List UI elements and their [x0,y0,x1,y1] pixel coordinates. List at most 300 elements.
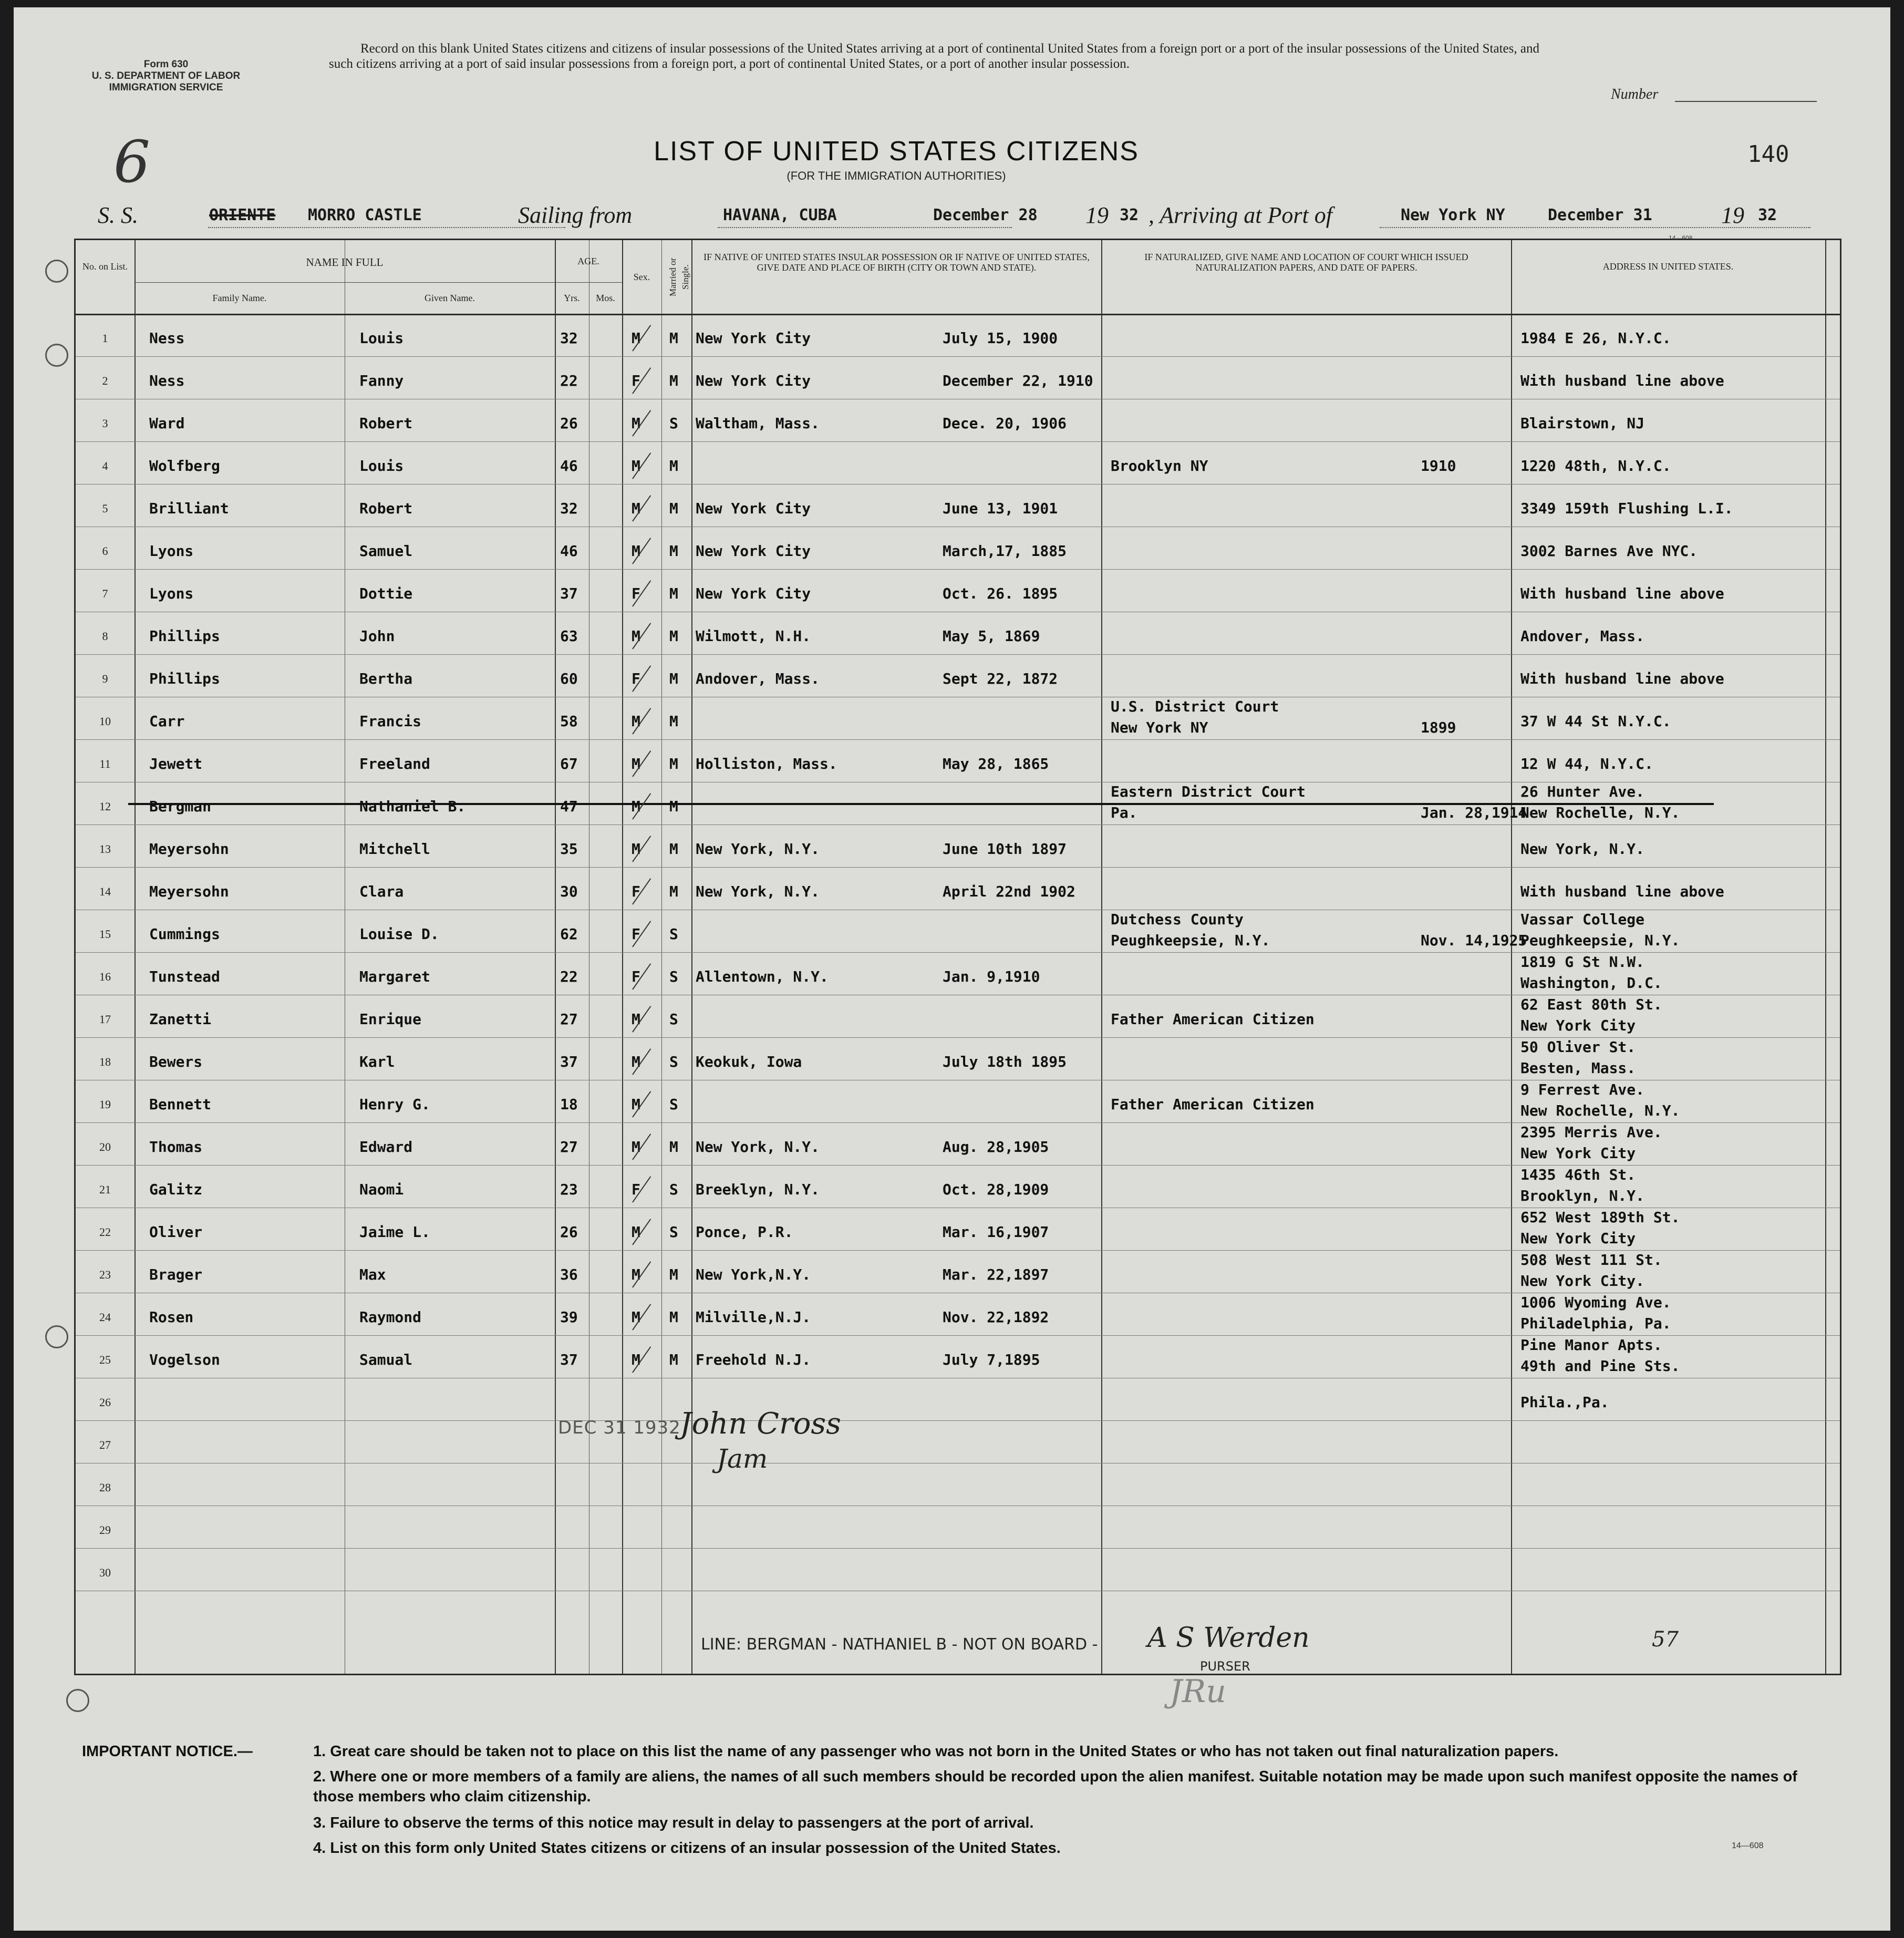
cell-sex: M [632,542,640,560]
row-number: 27 [99,1438,111,1451]
cell-address-line-1: Blairstown, NJ [1520,415,1645,432]
cell-family: Oliver [149,1223,203,1241]
page-title: LIST OF UNITED STATES CITIZENS [654,136,1139,167]
row-number: 23 [99,1268,111,1281]
cell-place: New York,N.Y. [696,1266,811,1283]
number-label: Number [1611,86,1659,102]
cell-given: Samual [359,1351,413,1368]
passenger-table [74,239,1841,1675]
cell-address-line-1: 26 Hunter Ave. [1520,783,1645,800]
cell-ms: M [669,798,678,815]
row-number: 29 [99,1523,111,1537]
row-number: 18 [99,1055,111,1068]
cell-sex: M [632,1053,640,1070]
cell-place: New York, N.Y. [696,1138,820,1156]
cell-age: 27 [560,1138,578,1156]
cell-age: 23 [560,1181,578,1198]
table-row [76,995,1840,1038]
cell-family: Tunstead [149,968,220,985]
cell-date: May 5, 1869 [943,627,1040,645]
row-number: 10 [99,715,111,728]
cell-nat1: Eastern District Court [1111,783,1306,800]
cell-age: 58 [560,713,578,730]
cell-family: Phillips [149,627,220,645]
row-number: 25 [99,1353,111,1366]
cell-age: 37 [560,1351,578,1368]
punch-hole [45,1325,68,1348]
row-number: 6 [102,544,108,558]
cell-given: Henry G. [359,1096,430,1113]
cell-given: Bertha [359,670,413,687]
cell-given: Louise D. [359,925,439,943]
cell-date: July 7,1895 [943,1351,1040,1368]
cell-address-line-2: Philadelphia, Pa. [1520,1315,1671,1332]
cell-date: Mar. 22,1897 [943,1266,1049,1283]
cell-place: New York, N.Y. [696,840,820,858]
purser-signature: A S Werden [1147,1622,1310,1654]
cell-sex: M [632,500,640,517]
number-field-line [1675,101,1817,102]
table-row [76,1122,1840,1166]
cell-place: Ponce, P.R. [696,1223,793,1241]
purser-label: PURSER [1200,1659,1250,1674]
cell-address-line-2: New York City. [1520,1272,1645,1290]
cell-ms: S [669,1223,678,1241]
cell-family: Galitz [149,1181,203,1198]
cell-sex: M [632,415,640,432]
cell-ms: M [669,585,678,602]
cell-ms: M [669,500,678,517]
header-years: Yrs. [564,293,580,303]
row-number: 16 [99,970,111,983]
cell-family: Meyersohn [149,883,229,900]
table-row [76,654,1840,697]
notice-item-1: 1. Great care should be taken not to place on this list the name of any passenger who was not born in the United States or who has not taken out final naturalization papers. [313,1743,1559,1760]
table-row [76,1250,1840,1293]
cell-age: 36 [560,1266,578,1283]
cell-address-line-1: 508 West 111 St. [1520,1251,1662,1269]
cell-sex: F [632,1181,640,1198]
cell-age: 30 [560,883,578,900]
form-identifier [71,59,261,94]
cell-age: 32 [560,500,578,517]
cell-family: Brager [149,1266,203,1283]
cell-address-line-1: New York, N.Y. [1520,840,1645,858]
cell-ms: M [669,457,678,475]
cell-nat1: Father American Citizen [1111,1096,1315,1113]
cell-sex: F [632,372,640,389]
table-row [76,399,1840,442]
cell-date: December 22, 1910 [943,372,1093,389]
cell-place: Andover, Mass. [696,670,820,687]
cell-sex: F [632,883,640,900]
cell-given: Enrique [359,1011,422,1028]
cell-address-line-2: New Rochelle, N.Y. [1520,804,1680,821]
row-number: 11 [99,757,111,770]
cell-sex: M [632,840,640,858]
notice-item-4: 4. List on this form only United States citizens or citizens of an insular possession of the United States. [313,1840,1061,1857]
cell-place: Allentown, N.Y. [696,968,829,985]
cell-date: May 28, 1865 [943,755,1049,772]
initials-bottom: JRu [1170,1673,1226,1710]
arrival-year: 32 [1758,206,1777,224]
not-on-board-note: LINE: BERGMAN - NATHANIEL B - NOT ON BOARD - [701,1635,1098,1654]
header-naturalized: IF NATURALIZED, GIVE NAME AND LOCATION OF COURT WHICH ISSUED NATURALIZATION PAPERS, AND DATE OF PAPERS. [1144,252,1468,273]
cell-address-line-2: Washington, D.C. [1520,974,1662,992]
table-row [76,314,1840,357]
cell-age: 47 [560,798,578,815]
cell-given: Nathaniel B. [359,798,466,815]
cell-date: Aug. 28,1905 [943,1138,1049,1156]
page-subtitle: (FOR THE IMMIGRATION AUTHORITIES) [787,169,1006,182]
strike-through-line [128,803,1714,805]
cell-address-line-1: 50 Oliver St. [1520,1038,1636,1056]
cell-date: Sept 22, 1872 [943,670,1058,687]
cell-place: New York, N.Y. [696,883,820,900]
cell-nat2: Pa. [1111,804,1137,821]
departure-line [718,227,1012,228]
cell-address-line-1: 1819 G St N.W. [1520,953,1645,971]
cell-sex: M [632,713,640,730]
page-total: 57 [1652,1627,1679,1652]
cell-family: Ward [149,415,185,432]
sailing-year: 32 [1120,206,1139,224]
departure-port: HAVANA, CUBA [723,206,837,224]
table-row [76,867,1840,910]
cell-family: Zanetti [149,1011,212,1028]
row-number: 30 [99,1566,111,1579]
cell-natdate: 1899 [1421,719,1456,736]
cell-age: 63 [560,627,578,645]
cell-ms: S [669,1181,678,1198]
cell-sex: M [632,755,640,772]
table-row [76,910,1840,953]
cell-date: June 13, 1901 [943,500,1058,517]
cell-age: 37 [560,585,578,602]
cell-address-line-1: 3002 Barnes Ave NYC. [1520,542,1698,560]
cell-given: Samuel [359,542,413,560]
cell-date: Nov. 22,1892 [943,1308,1049,1326]
cell-nat1: Father American Citizen [1111,1011,1315,1028]
cell-age: 22 [560,968,578,985]
row-number: 2 [102,374,108,387]
table-row [76,1420,1840,1463]
cell-sex: F [632,925,640,943]
cell-sex: F [632,968,640,985]
cell-age: 67 [560,755,578,772]
cell-given: Mitchell [359,840,430,858]
cell-sex: M [632,1308,640,1326]
row-number: 8 [102,630,108,643]
cell-date: July 18th 1895 [943,1053,1067,1070]
row-number: 7 [102,587,108,600]
sailing-year-prefix: 19 [1085,202,1109,228]
row-number: 28 [99,1481,111,1494]
cell-address-line-1: 2395 Merris Ave. [1520,1123,1662,1141]
arrival-line [1380,227,1810,228]
cell-ms: M [669,542,678,560]
cell-address-line-2: New York City [1520,1230,1636,1247]
arrival-year-prefix: 19 [1721,202,1744,228]
arrival-date: December 31 [1548,206,1652,224]
cell-address-line-2: Peughkeepsie, N.Y. [1520,932,1680,949]
table-row [76,1463,1840,1506]
cell-family: Brilliant [149,500,229,517]
table-row [76,1165,1840,1208]
cell-place: Freehold N.J. [696,1351,811,1368]
notice-item-2: 2. Where one or more members of a family are aliens, the names of all such members should be recorded upon the alien manifest. Suitable notation may be made upon such manifest opposite the names of those members who claim citizenship. [313,1768,1797,1805]
header-married-single: Married or Single. [668,257,690,296]
cell-given: Edward [359,1138,413,1156]
cell-address-line-1: 1220 48th, N.Y.C. [1520,457,1671,475]
cell-address-line-2: New York City [1520,1017,1636,1034]
cell-given: Jaime L. [359,1223,430,1241]
table-row [76,441,1840,484]
cell-given: Margaret [359,968,430,985]
cell-given: Robert [359,415,413,432]
sheet-number: 140 [1747,141,1789,168]
cell-place: Keokuk, Iowa [696,1053,802,1070]
row-number: 13 [99,842,111,855]
cell-address-line-1: With husband line above [1520,883,1724,900]
cell-date: March,17, 1885 [943,542,1067,560]
cell-family: Wolfberg [149,457,220,475]
cell-nat1: U.S. District Court [1111,698,1279,715]
cell-age: 62 [560,925,578,943]
notice-item-3: 3. Failure to observe the terms of this notice may result in delay to passengers at the port of arrival. [313,1815,1034,1831]
cell-ms: S [669,1096,678,1113]
row-number: 9 [102,672,108,685]
cell-place: New York City [696,329,811,347]
cell-family: Bennett [149,1096,212,1113]
cell-family: Rosen [149,1308,194,1326]
row-number: 20 [99,1140,111,1153]
cell-age: 37 [560,1053,578,1070]
department-name: U. S. DEPARTMENT OF LABOR [91,70,241,81]
table-row [76,612,1840,655]
ship-name-line [208,227,565,228]
cell-age: 46 [560,542,578,560]
cell-ms: S [669,415,678,432]
cell-ms: M [669,840,678,858]
punch-hole [66,1689,89,1712]
cell-ms: S [669,968,678,985]
cell-ms: M [669,713,678,730]
header-age: AGE. [577,256,599,266]
cell-ms: M [669,1138,678,1156]
cell-address-line-2: Brooklyn, N.Y. [1520,1187,1645,1204]
cell-sex: M [632,1138,640,1156]
table-row [76,569,1840,612]
form-code: 14—608 [1732,1841,1764,1850]
cell-family: Lyons [149,585,194,602]
cell-family: Bergman [149,798,212,815]
header-birth: IF NATIVE OF UNITED STATES INSULAR POSSESSION OR IF NATIVE OF UNITED STATES, GIVE DATE AND PLACE OF BIRTH (CITY OR TOWN AND STATE). [703,252,1090,273]
cell-family: Ness [149,329,185,347]
ship-details-row [98,202,1831,233]
cell-age: 18 [560,1096,578,1113]
cell-ms: M [669,329,678,347]
cell-family: Thomas [149,1138,203,1156]
cell-place: Waltham, Mass. [696,415,820,432]
cell-date: April 22nd 1902 [943,883,1075,900]
header-no: No. on List. [82,261,128,272]
cell-place: Milville,N.J. [696,1308,811,1326]
cell-nat1: Brooklyn NY [1111,457,1208,475]
cell-age: 32 [560,329,578,347]
cell-age: 46 [560,457,578,475]
cell-place: New York City [696,500,811,517]
cell-date: Oct. 28,1909 [943,1181,1049,1198]
table-row [76,356,1840,399]
cell-given: Fanny [359,372,404,389]
cell-ms: M [669,1308,678,1326]
cell-age: 35 [560,840,578,858]
cell-family: Carr [149,713,185,730]
cell-sex: M [632,627,640,645]
row-number: 21 [99,1183,111,1196]
table-row [76,1506,1840,1549]
cell-given: Max [359,1266,386,1283]
header-address: ADDRESS IN UNITED STATES. [1602,261,1734,272]
sailing-from-label: Sailing from [518,202,633,228]
cell-place: Holliston, Mass. [696,755,837,772]
row-number: 15 [99,927,111,941]
cell-address-line-1: 62 East 80th St. [1520,996,1662,1013]
row-number: 14 [99,885,111,898]
punch-hole [45,344,68,367]
cell-place: New York City [696,585,811,602]
row-number: 12 [99,800,111,813]
cell-family: Phillips [149,670,220,687]
row-number: 22 [99,1225,111,1239]
form-number: Form 630 [143,59,189,70]
cell-sex: M [632,798,640,815]
sailing-date: December 28 [933,206,1038,224]
table-row [76,697,1840,740]
cell-sex: M [632,457,640,475]
cell-address-line-2: New York City [1520,1145,1636,1162]
cell-given: Karl [359,1053,395,1070]
row-number: 19 [99,1098,111,1111]
cell-address-line-1: 1435 46th St. [1520,1166,1636,1183]
cell-ms: S [669,925,678,943]
cell-given: Louis [359,457,404,475]
cell-sex: M [632,1266,640,1283]
cell-address-line-1: 12 W 44, N.Y.C. [1520,755,1653,772]
table-row [76,1335,1840,1378]
cell-given: Louis [359,329,404,347]
notice-lead: IMPORTANT NOTICE.— [82,1743,253,1760]
cell-address-line-1: Andover, Mass. [1520,627,1645,645]
table-row [76,484,1840,527]
cell-address-line-1: With husband line above [1520,670,1724,687]
service-name: IMMIGRATION SERVICE [109,82,223,93]
cell-family: Lyons [149,542,194,560]
header-family-name: Family Name. [212,293,267,303]
row-number: 24 [99,1311,111,1324]
cell-ms: M [669,1351,678,1368]
cell-ms: M [669,1266,678,1283]
cell-address-line-1: 652 West 189th St. [1520,1209,1680,1226]
table-row [76,1037,1840,1080]
row-number: 26 [99,1396,111,1409]
cell-family: Cummings [149,925,220,943]
cell-address-line-1: Pine Manor Apts. [1520,1336,1662,1354]
ss-label: S. S. [98,202,138,228]
cell-date: Jan. 9,1910 [943,968,1040,985]
form-code-top: 14—608 [1669,234,1693,242]
cell-family: Meyersohn [149,840,229,858]
row-number: 3 [102,417,108,430]
ship-name: MORRO CASTLE [308,206,422,224]
cell-address-line-1: 1984 E 26, N.Y.C. [1520,329,1671,347]
struck-ship-name: ORIENTE [209,206,276,224]
cell-ms: S [669,1011,678,1028]
cell-natdate: Jan. 28,1914 [1421,804,1527,821]
cell-address-line-1: With husband line above [1520,585,1724,602]
cell-sex: F [632,670,640,687]
cell-family: Ness [149,372,185,389]
arriving-label: , Arriving at Port of [1148,202,1332,228]
cell-place: Breeklyn, N.Y. [696,1181,820,1198]
cell-date: Dece. 20, 1906 [943,415,1067,432]
table-row [76,1080,1840,1123]
cell-age: 26 [560,1223,578,1241]
cell-place: New York City [696,372,811,389]
cell-date: Mar. 16,1907 [943,1223,1049,1241]
cell-sex: M [632,1223,640,1241]
header-months: Mos. [596,293,615,303]
cell-address-line-2: 49th and Pine Sts. [1520,1357,1680,1375]
cell-address-line-1: Vassar College [1520,911,1645,928]
cell-ms: M [669,372,678,389]
table-row [76,1293,1840,1336]
cell-address-line-1: 37 W 44 St N.Y.C. [1520,713,1671,730]
cell-ms: M [669,755,678,772]
cell-given: Freeland [359,755,430,772]
cell-age: 60 [560,670,578,687]
cell-nat1: Dutchess County [1111,911,1244,928]
table-row [76,1208,1840,1251]
cell-sex: M [632,329,640,347]
row-number: 4 [102,459,108,472]
cell-given: Robert [359,500,413,517]
cell-address-line-1: 9 Ferrest Ave. [1520,1081,1645,1098]
cell-ms: S [669,1053,678,1070]
cell-address-line-2: New Rochelle, N.Y. [1520,1102,1680,1119]
cell-given: John [359,627,395,645]
cell-ms: M [669,627,678,645]
cell-given: Dottie [359,585,413,602]
table-row [76,527,1840,570]
cell-given: Francis [359,713,422,730]
cell-age: 26 [560,415,578,432]
cell-given: Clara [359,883,404,900]
cell-address-line-1: With husband line above [1520,372,1724,389]
cell-date: June 10th 1897 [943,840,1067,858]
row-number: 17 [99,1013,111,1026]
punch-hole [45,260,68,283]
arrival-port: New York NY [1401,206,1505,224]
table-row [76,1548,1840,1591]
cell-ms: M [669,670,678,687]
cell-address-line-1: 3349 159th Flushing L.I. [1520,500,1733,517]
cell-natdate: Nov. 14,1925 [1421,932,1527,949]
inspector-signature: John Cross [680,1407,841,1441]
table-row [76,1378,1840,1421]
header-sex: Sex. [633,272,650,282]
